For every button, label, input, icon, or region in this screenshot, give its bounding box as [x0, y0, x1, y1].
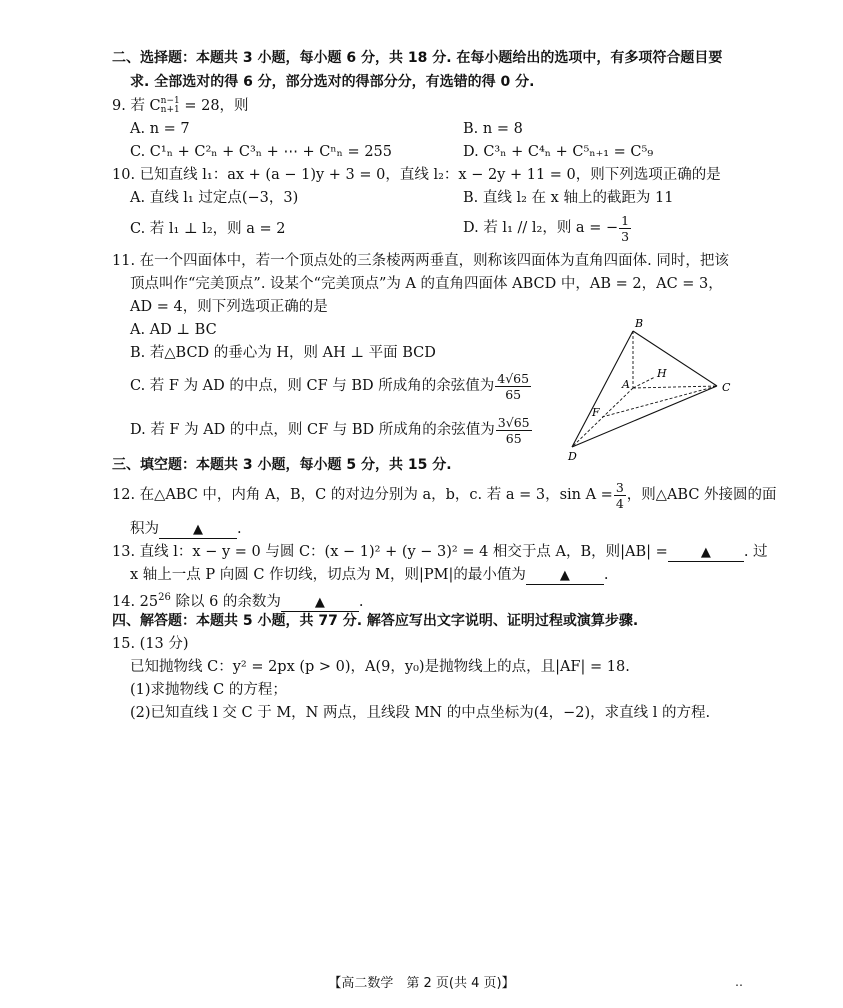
q13-answer-blank-1[interactable]: ▲	[668, 545, 744, 562]
q12-line2-suffix: .	[237, 521, 242, 537]
section-4-heading: 四、解答题：本题共 5 小题，共 77 分. 解答应写出文字说明、证明过程或演算步骤.	[112, 613, 639, 629]
q11-line2: 顶点叫作“完美顶点”. 设某个“完美顶点”为 A 的直角四面体 ABCD 中，AB = 2，AC = 3，	[130, 276, 723, 292]
edge-ad	[572, 388, 633, 447]
q10-d-fraction	[619, 213, 631, 244]
q15-part-1: (1)求抛物线 C 的方程；	[130, 682, 287, 698]
q9-option-d: D. C³ₙ + C⁴ₙ + C⁵ₙ₊₁ = C⁵₉	[463, 144, 654, 160]
q10-option-a: A. 直线 l₁ 过定点(−3，3)	[130, 190, 299, 206]
q9-stem	[112, 96, 249, 116]
q11-option-d	[130, 412, 533, 448]
label-f: F	[592, 406, 600, 419]
q10-d-num: 1	[621, 212, 630, 228]
q10-option-c: C. 若 l₁ ⊥ l₂，则 a = 2	[130, 221, 286, 237]
q14-exponent: 26	[158, 592, 171, 603]
q13-line1	[112, 542, 768, 562]
label-h: H	[657, 367, 667, 380]
q15-stem: 已知抛物线 C：y² = 2px (p > 0)，A(9，y₀)是抛物线上的点，且|AF| = 18.	[130, 659, 630, 675]
q12-line1	[112, 477, 777, 513]
q11-c-den: 65	[505, 386, 522, 402]
q9-option-c: C. C¹ₙ + C²ₙ + C³ₙ + ⋯ + Cⁿₙ = 255	[130, 144, 392, 160]
page-footer: 【高二数学 第 2 页(共 4 页)】	[328, 976, 515, 991]
q12-suffix: ，则△ABC 外接圆的面	[626, 487, 777, 503]
q10-stem: 10. 已知直线 l₁：ax + (a − 1)y + 3 = 0，直线 l₂：x − 2y + 11 = 0，则下列选项正确的是	[112, 167, 721, 183]
q12-den: 4	[615, 495, 624, 511]
label-b: B	[635, 317, 644, 330]
q11-d-num: 3√65	[497, 414, 530, 430]
q9-sub: n+1	[160, 105, 180, 115]
q13-line1-suffix: . 过	[743, 544, 768, 560]
q13-line1-prefix: 13. 直线 l：x − y = 0 与圆 C：(x − 1)² + (y − 3)² = 4 相交于点 A，B，则|AB| =	[112, 544, 668, 560]
q10-d-den: 3	[621, 228, 630, 244]
section-2-heading-line1: 二、选择题：本题共 3 小题，每小题 6 分，共 18 分. 在每小题给出的选项中，有多项符合题目要	[112, 50, 723, 66]
segment-cf	[602, 386, 717, 417]
segment-ah	[633, 377, 655, 388]
section-3-heading: 三、填空题：本题共 3 小题，每小题 5 分，共 15 分.	[112, 457, 452, 473]
q11-d-text: D. 若 F 为 AD 的中点，则 CF 与 BD 所成角的余弦值为	[130, 422, 495, 438]
q13-line2-prefix: x 轴上一点 P 向圆 C 作切线，切点为 M，则|PM|的最小值为	[130, 567, 526, 583]
q12-line2-prefix: 积为	[130, 521, 159, 537]
q11-d-den: 65	[505, 430, 522, 446]
section-2-heading-line2: 求. 全部选对的得 6 分，部分选对的得部分分，有选错的得 0 分.	[130, 74, 535, 90]
q14-prefix: 14. 25	[112, 593, 159, 610]
q14-line	[112, 588, 364, 612]
q9-option-b: B. n = 8	[463, 121, 523, 137]
q14-middle: 除以 6 的余数为	[170, 593, 281, 610]
q9-option-a: A. n = 7	[130, 121, 190, 137]
label-a: A	[622, 378, 630, 391]
q14-suffix: .	[358, 593, 364, 610]
q11-c-num: 4√65	[497, 370, 530, 386]
q11-line1: 11. 在一个四面体中，若一个顶点处的三条棱两两垂直，则称该四面体为直角四面体. 同时，把该	[112, 253, 729, 269]
q11-option-c	[130, 368, 532, 404]
q11-option-b: B. 若△BCD 的垂心为 H，则 AH ⊥ 平面 BCD	[130, 345, 436, 361]
q14-answer-blank[interactable]: ▲	[281, 595, 359, 612]
q13-line2-suffix: .	[603, 567, 609, 583]
q10-option-d	[463, 210, 632, 246]
edge-ac	[633, 386, 717, 388]
q15-header: 15. (13 分)	[112, 636, 189, 652]
q10-d-text: D. 若 l₁ // l₂，则 a = −	[463, 220, 619, 236]
q11-c-text: C. 若 F 为 AD 的中点，则 CF 与 BD 所成角的余弦值为	[130, 378, 495, 394]
q12-fraction	[614, 480, 626, 511]
q11-option-a: A. AD ⊥ BC	[130, 322, 217, 338]
corner-mark: ‥	[735, 975, 744, 989]
q13-line2	[130, 565, 609, 585]
q15-part-2: (2)已知直线 l 交 C 于 M，N 两点，且线段 MN 的中点坐标为(4，−2)，求直线 l 的方程.	[130, 705, 711, 721]
q9-stem-tail: = 28，则	[179, 98, 249, 114]
q12-answer-blank[interactable]: ▲	[159, 522, 237, 539]
q9-binomial-indices	[161, 97, 180, 115]
q11-line3: AD = 4，则下列选项正确的是	[130, 299, 328, 315]
q12-line2	[130, 519, 242, 539]
q9-sup: n−1	[160, 96, 180, 106]
tetrahedron-figure	[560, 315, 740, 465]
label-c: C	[722, 381, 731, 394]
q12-num: 3	[615, 479, 624, 495]
q13-answer-blank-2[interactable]: ▲	[526, 568, 604, 585]
q11-d-fraction	[496, 415, 532, 446]
q10-option-b: B. 直线 l₂ 在 x 轴上的截距为 11	[463, 190, 674, 206]
q11-c-fraction	[495, 371, 531, 402]
label-d: D	[568, 450, 577, 463]
q9-stem-text: 9. 若 C	[112, 98, 161, 114]
edge-bc	[633, 331, 717, 386]
q12-prefix: 12. 在△ABC 中，内角 A，B，C 的对边分别为 a，b，c. 若 a = 3，sin A =	[112, 487, 613, 503]
